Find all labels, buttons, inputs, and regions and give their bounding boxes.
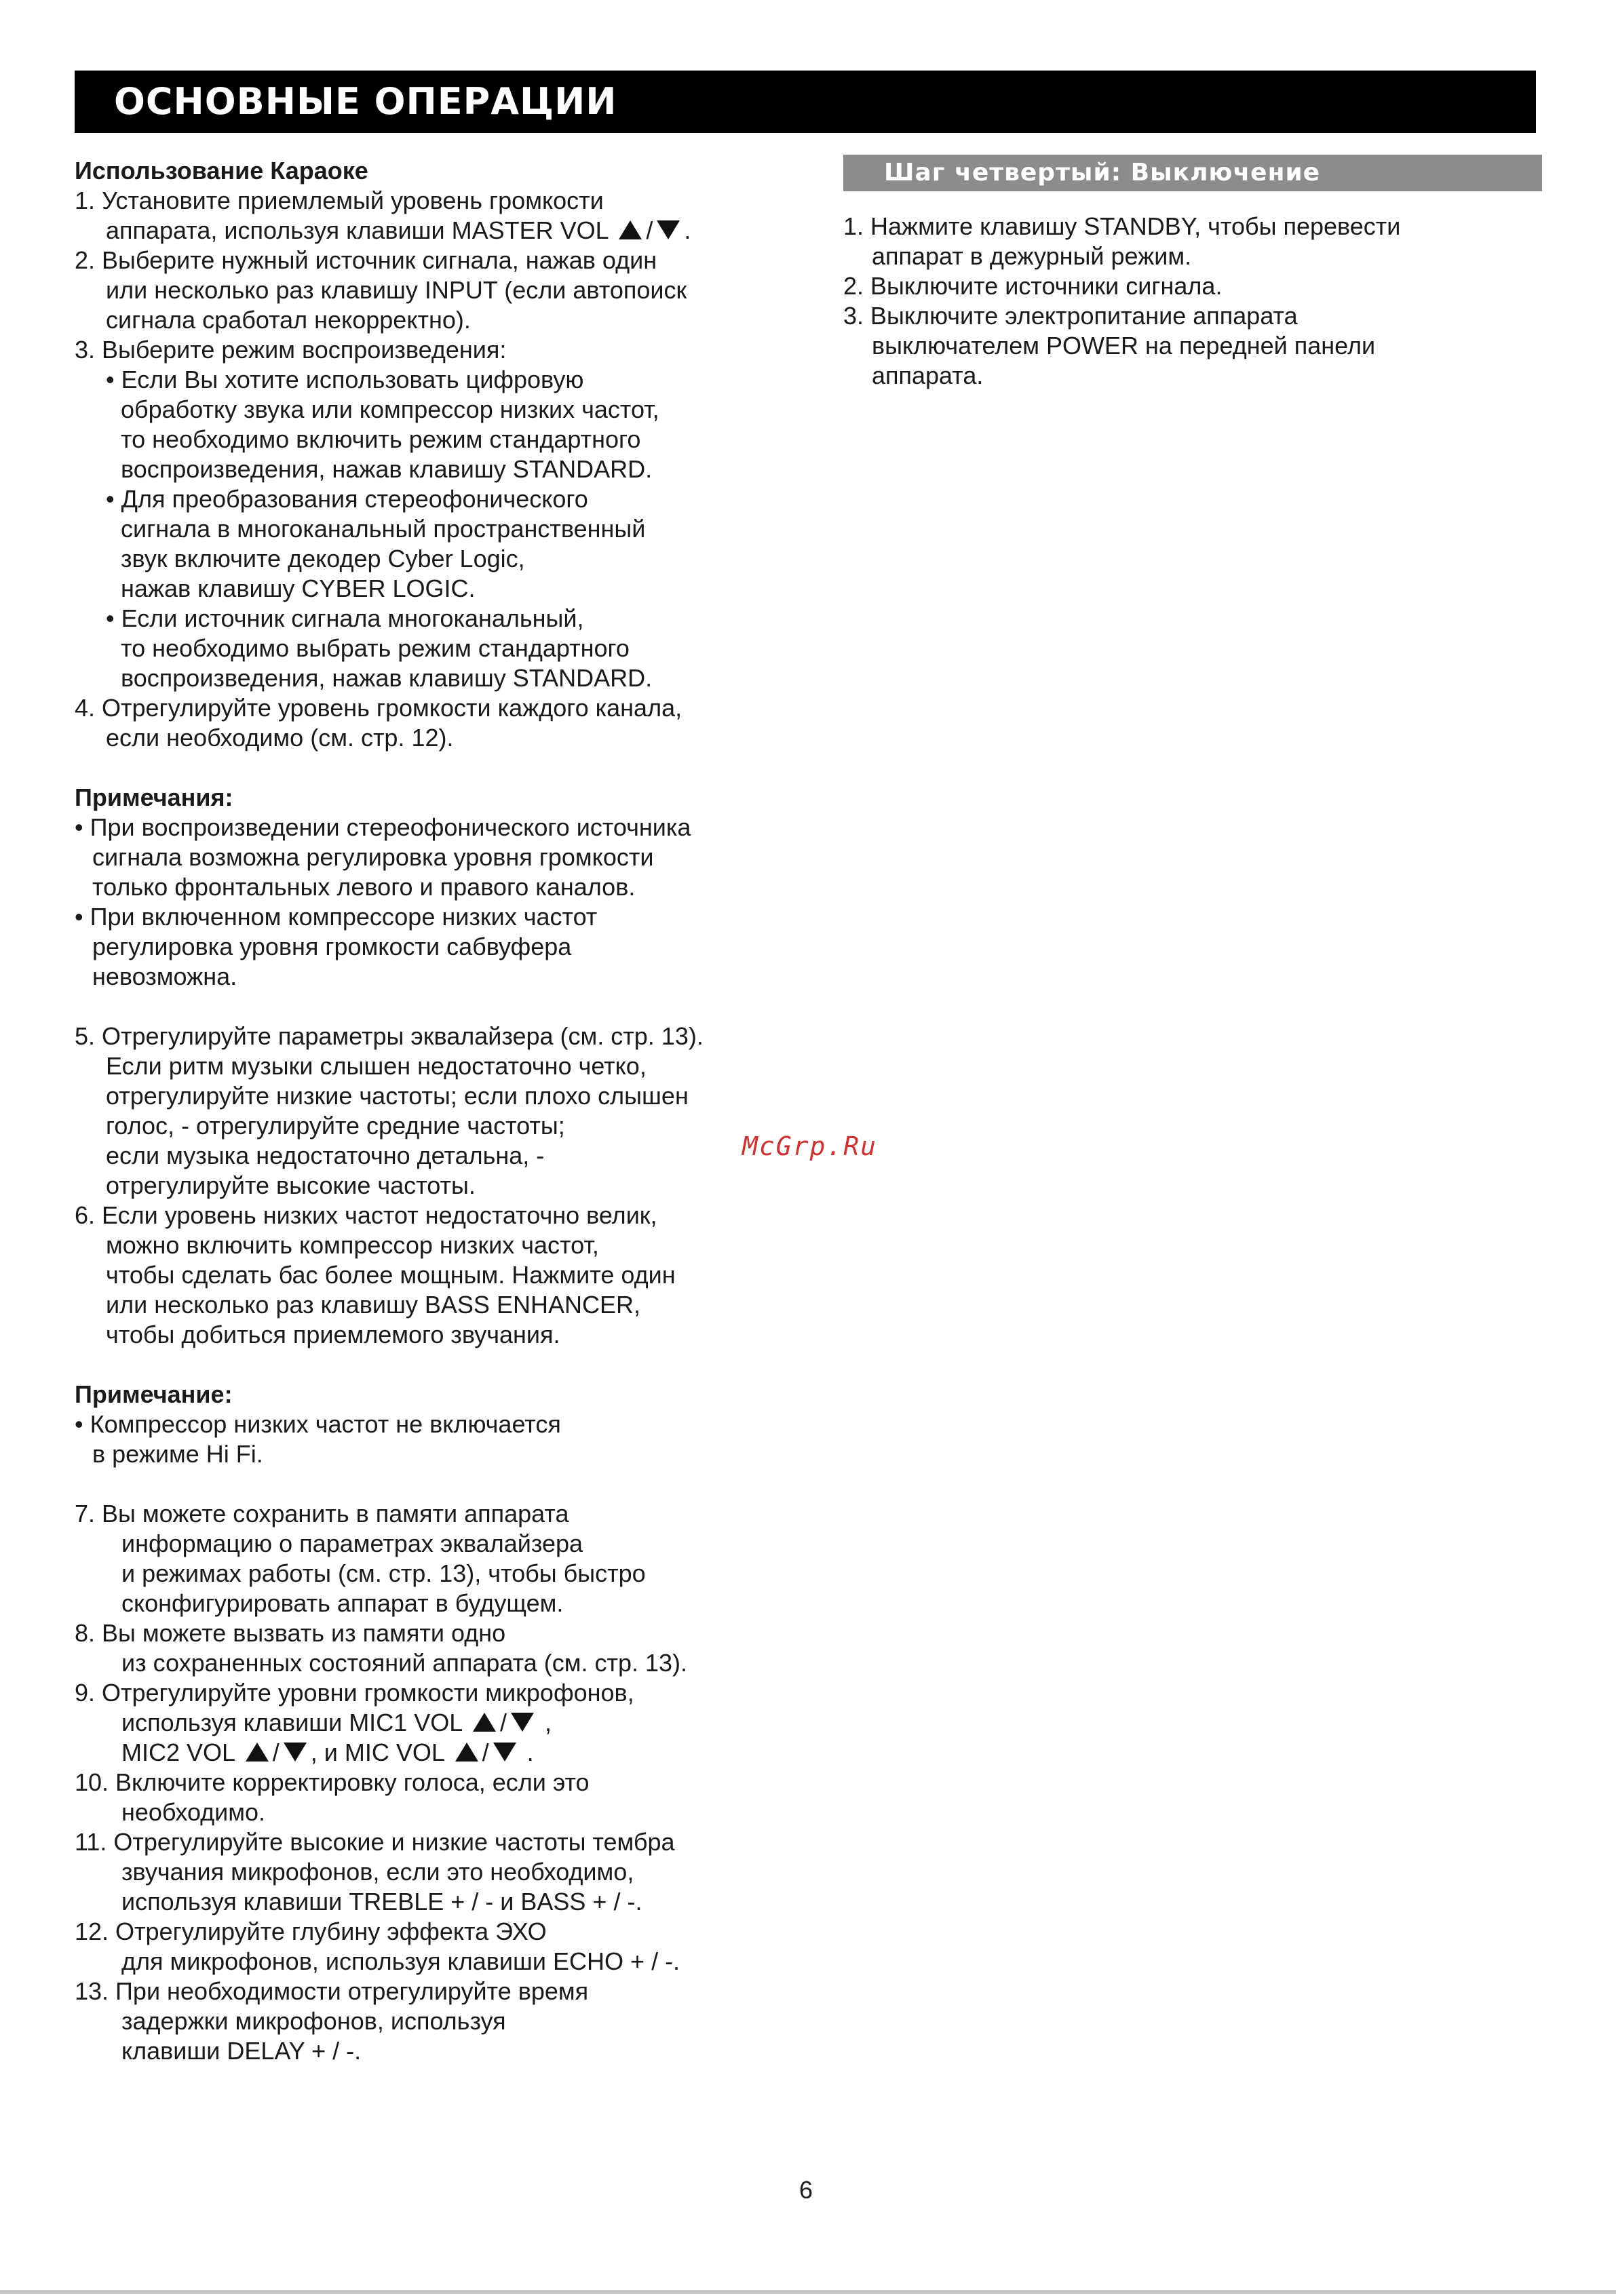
karaoke-heading: Использование Караоке	[75, 157, 368, 184]
step-5-line-2: Если ритм музыки слышен недостаточно четко,	[106, 1052, 647, 1080]
off-step-1-line-2: аппарат в дежурный режим.	[872, 242, 1192, 270]
note-3-line-1: • Компрессор низких частот не включается	[75, 1410, 561, 1438]
bullet-2-line-2: сигнала в многоканальный пространственный	[121, 515, 646, 543]
section-header	[75, 71, 1536, 133]
slash-text: /	[499, 1709, 507, 1736]
mic2-text: MIC2 VOL	[121, 1738, 235, 1766]
step-5-line-6: отрегулируйте высокие частоты.	[106, 1171, 476, 1199]
dot-text: .	[684, 216, 691, 244]
slash-text: /	[482, 1738, 489, 1766]
down-arrow-icon	[657, 220, 680, 239]
step-13-line-2: задержки микрофонов, используя	[121, 2007, 506, 2035]
note-1-line-1: • При воспроизведении стереофонического источника	[75, 813, 691, 841]
step-6-line-4: или несколько раз клавишу BASS ENHANCER,	[106, 1291, 640, 1319]
note-2-line-2: регулировка уровня громкости сабвуфера	[92, 933, 572, 960]
bullet-1-line-4: воспроизведения, нажав клавишу STANDARD.	[121, 455, 653, 483]
step-10-line-2: необходимо.	[121, 1798, 266, 1826]
note-1-line-2: сигнала возможна регулировка уровня громкости	[92, 843, 654, 871]
up-arrow-icon	[619, 220, 642, 239]
step-1-line-1: 1. Установите приемлемый уровень громкости	[75, 187, 604, 214]
page-number: 6	[799, 2176, 813, 2204]
up-arrow-icon	[473, 1713, 496, 1732]
mic-vol-text: , и MIC VOL	[310, 1738, 444, 1766]
step-8-line-2: из сохраненных состояний аппарата (см. стр. 13).	[121, 1649, 688, 1677]
bullet-3-line-1: • Если источник сигнала многоканальный,	[106, 604, 584, 632]
step-11-line-3: используя клавиши TREBLE + / - и BASS + / -.	[121, 1888, 642, 1915]
step-7-line-4: сконфигурировать аппарат в будущем.	[121, 1589, 564, 1617]
step-8-line-1: 8. Вы можете вызвать из памяти одно	[75, 1619, 506, 1647]
bullet-1-line-1: • Если Вы хотите использовать цифровую	[106, 366, 584, 393]
off-step-2-line-1: 2. Выключите источники сигнала.	[843, 272, 1223, 300]
notes-heading: Примечания:	[75, 783, 233, 811]
step-5-line-4: голос, - отрегулируйте средние частоты;	[106, 1112, 565, 1140]
bottom-rule	[0, 2290, 1616, 2294]
down-arrow-icon	[511, 1713, 534, 1732]
note-3-line-2: в режиме Hi Fi.	[92, 1440, 263, 1468]
step-1-line-2	[75, 216, 855, 246]
step-7-line-3: и режимах работы (см. стр. 13), чтобы быстро	[121, 1559, 646, 1587]
bullet-2-line-1: • Для преобразования стереофонического	[106, 485, 588, 513]
bullet-2-line-4: нажав клавишу CYBER LOGIC.	[121, 575, 476, 602]
step-6-line-3: чтобы сделать бас более мощным. Нажмите один	[106, 1261, 676, 1289]
dot-text: .	[526, 1738, 534, 1766]
step-four-bar: Шаг четвертый: Выключение	[843, 155, 1542, 191]
step-9-line-1: 9. Отрегулируйте уровни громкости микрофонов,	[75, 1679, 634, 1707]
step-10-line-1: 10. Включите корректировку голоса, если это	[75, 1768, 590, 1796]
off-step-3-line-2: выключателем POWER на передней панели	[872, 332, 1376, 359]
left-column	[75, 156, 855, 2066]
note-heading: Примечание:	[75, 1380, 233, 1408]
right-column	[843, 155, 1542, 391]
step-5-line-5: если музыка недостаточно детальна, -	[106, 1142, 545, 1169]
note-2-line-1: • При включенном компрессоре низких частот	[75, 903, 598, 931]
off-step-3-line-1: 3. Выключите электропитание аппарата	[843, 302, 1298, 330]
note-2-line-3: невозможна.	[92, 962, 237, 990]
step-7-line-2: информацию о параметрах эквалайзера	[121, 1530, 583, 1557]
bullet-2-line-3: звук включите декодер Cyber Logic,	[121, 545, 525, 572]
step-2-line-2: или несколько раз клавишу INPUT (если автопоиск	[106, 276, 687, 304]
bullet-3-line-2: то необходимо выбрать режим стандартного	[121, 634, 630, 662]
bullet-1-line-3: то необходимо включить режим стандартного	[121, 425, 641, 453]
step-1-line-2-text: аппарата, используя клавиши MASTER VOL	[106, 216, 609, 244]
comma-text: ,	[544, 1709, 552, 1736]
step-6-line-1: 6. Если уровень низких частот недостаточно велик,	[75, 1201, 657, 1229]
up-arrow-icon	[455, 1743, 478, 1762]
off-step-3-line-3: аппарата.	[872, 362, 984, 389]
step-13-line-1: 13. При необходимости отрегулируйте время	[75, 1977, 589, 2005]
step-11-line-1: 11. Отрегулируйте высокие и низкие частоты тембра	[75, 1828, 675, 1856]
watermark: McGrp.Ru	[742, 1131, 878, 1161]
note-1-line-3: только фронтальных левого и правого каналов.	[92, 873, 636, 901]
step-11-line-2: звучания микрофонов, если это необходимо,	[121, 1858, 634, 1886]
slash-text: /	[646, 216, 653, 244]
step-13-line-3: клавиши DELAY + / -.	[121, 2037, 362, 2065]
step-2-line-1: 2. Выберите нужный источник сигнала, нажав один	[75, 246, 657, 274]
slash-text: /	[272, 1738, 280, 1766]
down-arrow-icon	[493, 1743, 516, 1762]
step-6-line-2: можно включить компрессор низких частот,	[106, 1231, 599, 1259]
step-9-line-2	[75, 1708, 855, 1738]
section-title: ОСНОВНЫЕ ОПЕРАЦИИ	[114, 80, 617, 123]
step-6-line-5: чтобы добиться приемлемого звучания.	[106, 1321, 560, 1348]
step-12-line-2: для микрофонов, используя клавиши ECHO + / -.	[121, 1947, 680, 1975]
step-9-line-2-text: используя клавиши MIC1 VOL	[121, 1709, 462, 1736]
bullet-3-line-3: воспроизведения, нажав клавишу STANDARD.	[121, 664, 653, 692]
bullet-1-line-2: обработку звука или компрессор низких частот,	[121, 395, 659, 423]
step-3-line-1: 3. Выберите режим воспроизведения:	[75, 336, 507, 364]
down-arrow-icon	[284, 1743, 307, 1762]
step-7-line-1: 7. Вы можете сохранить в памяти аппарата	[75, 1500, 569, 1528]
step-2-line-3: сигнала сработал некорректно).	[106, 306, 471, 334]
step-5-line-3: отрегулируйте низкие частоты; если плохо слышен	[106, 1082, 689, 1110]
off-step-1-line-1: 1. Нажмите клавишу STANDBY, чтобы перевести	[843, 212, 1401, 240]
step-9-line-3	[75, 1738, 855, 1768]
step-4-line-1: 4. Отрегулируйте уровень громкости каждого канала,	[75, 694, 682, 722]
up-arrow-icon	[246, 1743, 269, 1762]
step-12-line-1: 12. Отрегулируйте глубину эффекта ЭХО	[75, 1918, 547, 1945]
step-4-line-2: если необходимо (см. стр. 12).	[106, 724, 454, 752]
step-5-line-1: 5. Отрегулируйте параметры эквалайзера (см. стр. 13).	[75, 1022, 704, 1050]
